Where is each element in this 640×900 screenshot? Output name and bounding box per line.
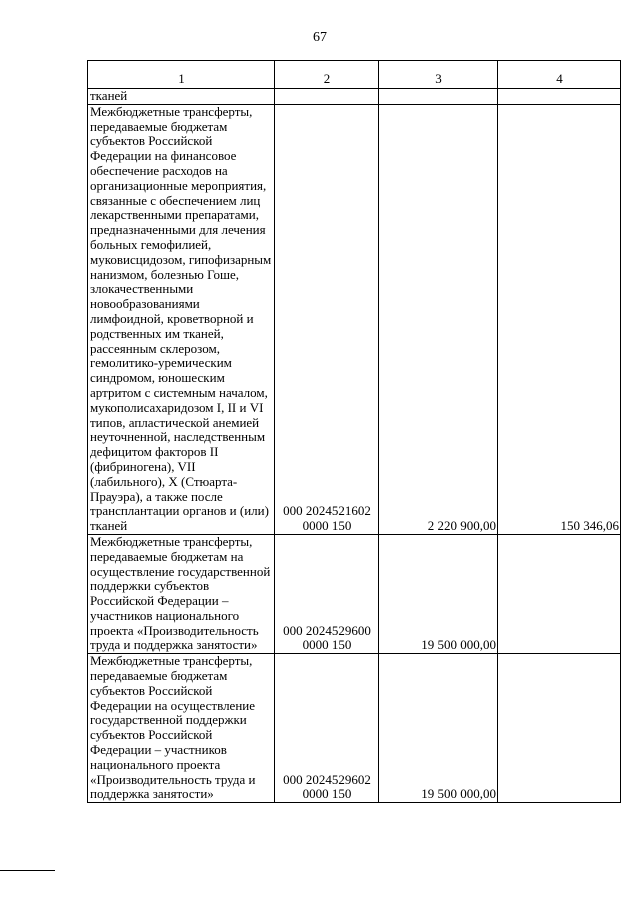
row-description: Межбюджетные трансферты, передаваемые бюджетам на осуществление государственной поддержки субъектов Российской Федерации – участников национального проекта «Производительность труда и поддержка занятости» [88, 534, 275, 653]
row-amount: 19 500 000,00 [379, 654, 498, 803]
row-description: Межбюджетные трансферты, передаваемые бюджетам субъектов Российской Федерации на финансовое обеспечение расходов на организационные мероприятия, связанные с обеспечением лиц лекарственными препаратами, предназначенными для лечения больных гемофилией, муковисцидозом, гипофизарным нанизмом, болезнью Гоше, злокачественными новообразованиями лимфоидной, кроветворной и родственных им тканей, рассеянным склерозом, гемолитико-уремическим синдромом, юношеским артритом с системным началом, мукополисахаридозом I, II и VI типов, апластической анемией неуточненной, наследственным дефицитом факторов II (фибриногена), VII (лабильного), X (Стюарта-Прауэра), а также после трансплантации органов и (или) тканей [88, 104, 275, 534]
row-amount: 19 500 000,00 [379, 534, 498, 653]
row-code-line-1: 000 2024529600 [283, 622, 371, 638]
row-code [275, 654, 379, 803]
row-code-line-2: 0000 150 [302, 518, 352, 534]
row-amount: 2 220 900,00 [379, 104, 498, 534]
row-description: тканей [88, 89, 275, 105]
row-code-line-1: 000 2024529602 [283, 771, 371, 787]
row-code [275, 89, 379, 105]
table-row [88, 104, 621, 534]
row-code-line-1: 000 2024521602 [283, 503, 371, 519]
column-header-2: 2 [275, 61, 379, 89]
row-description: Межбюджетные трансферты, передаваемые бюджетам субъектов Российской Федерации на осуществление государственной поддержки субъектов Российской Федерации – участников национального проекта «Производительность труда и поддержка занятости» [88, 654, 275, 803]
row-amount-executed: 150 346,06 [498, 104, 621, 534]
table-row [88, 534, 621, 653]
row-amount-executed [498, 89, 621, 105]
row-code-line-2: 0000 150 [302, 786, 352, 802]
column-header-3: 3 [379, 61, 498, 89]
footnote-separator-line [0, 870, 55, 871]
table-row [88, 89, 621, 105]
row-code [275, 534, 379, 653]
table-row [88, 654, 621, 803]
row-amount [379, 89, 498, 105]
page-number: 67 [313, 30, 327, 45]
row-code-line-2: 0000 150 [302, 637, 352, 653]
column-header-4: 4 [498, 61, 621, 89]
row-code [275, 104, 379, 534]
table-header-row [88, 61, 621, 89]
column-header-1: 1 [88, 61, 275, 89]
row-amount-executed [498, 654, 621, 803]
budget-table [87, 60, 621, 803]
row-amount-executed [498, 534, 621, 653]
